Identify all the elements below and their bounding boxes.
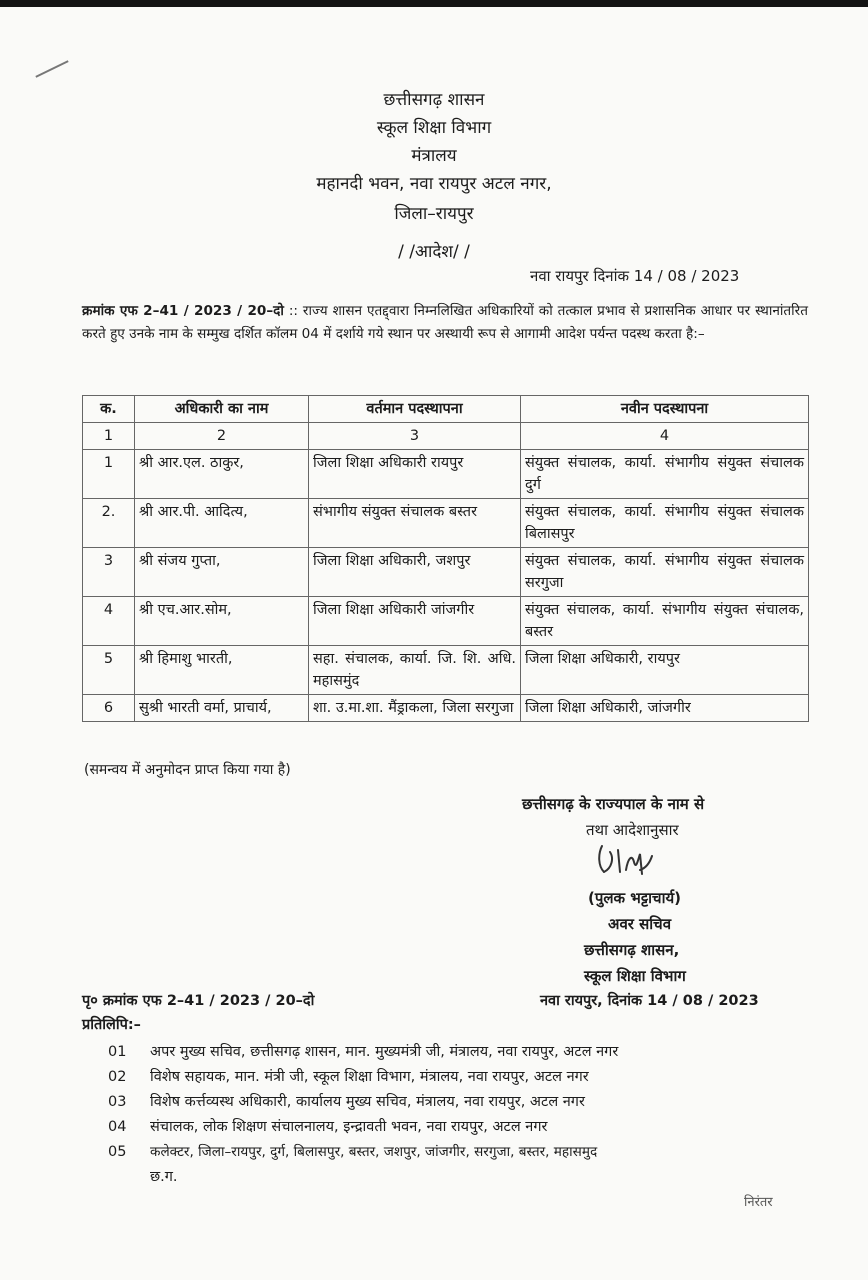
recipient-text: संचालक, लोक शिक्षण संचालनालय, इन्द्रावती भवन, नवा रायपुर, अटल नगर bbox=[150, 1119, 548, 1135]
col-num: 3 bbox=[309, 423, 521, 450]
row-sn: 6 bbox=[83, 695, 135, 722]
header-new: नवीन पदस्थापना bbox=[521, 396, 809, 423]
order-title: / /आदेश/ / bbox=[398, 242, 470, 262]
row-current: शा. उ.मा.शा. मैंड्राकला, जिला सरगुजा bbox=[309, 695, 521, 722]
header-ministry: मंत्रालय bbox=[411, 146, 457, 166]
row-new: संयुक्त संचालक, कार्या. संभागीय संयुक्त संचालक सरगुजा bbox=[521, 548, 809, 597]
col-num: 1 bbox=[83, 423, 135, 450]
header-name: अधिकारी का नाम bbox=[135, 396, 309, 423]
header-current: वर्तमान पदस्थापना bbox=[309, 396, 521, 423]
signatory-designation: अवर सचिव bbox=[608, 915, 672, 933]
recipient-text: कलेक्टर, जिला–रायपुर, दुर्ग, बिलासपुर, बस्तर, जशपुर, जांजगीर, सरगुजा, बस्तर, महासमुद bbox=[150, 1144, 598, 1160]
row-name: सुश्री भारती वर्मा, प्राचार्य, bbox=[135, 695, 309, 722]
header-district: जिला–रायपुर bbox=[394, 204, 474, 224]
col-num: 2 bbox=[135, 423, 309, 450]
row-new: जिला शिक्षा अधिकारी, रायपुर bbox=[521, 646, 809, 695]
header-sn: क. bbox=[83, 396, 135, 423]
row-current: सहा. संचालक, कार्या. जि. शि. अधि. महासमुंद bbox=[309, 646, 521, 695]
row-new: जिला शिक्षा अधिकारी, जांजगीर bbox=[521, 695, 809, 722]
coordination-note: (समन्वय में अनुमोदन प्राप्त किया गया है) bbox=[84, 762, 291, 778]
row-name: श्री हिमाशु भारती, bbox=[135, 646, 309, 695]
endorsement-date: नवा रायपुर, दिनांक 14 / 08 / 2023 bbox=[540, 993, 759, 1009]
row-sn: 5 bbox=[83, 646, 135, 695]
signatory-org-1: छत्तीसगढ़ शासन, bbox=[584, 941, 680, 959]
row-name: श्री आर.पी. आदित्य, bbox=[135, 499, 309, 548]
header-dept: स्कूल शिक्षा विभाग bbox=[376, 118, 492, 138]
header-address: महानदी भवन, नवा रायपुर अटल नगर, bbox=[316, 174, 552, 194]
recipient-num: 04 bbox=[108, 1119, 127, 1135]
row-name: श्री संजय गुप्ता, bbox=[135, 548, 309, 597]
handwritten-signature bbox=[592, 840, 662, 880]
recipient-num: 03 bbox=[108, 1094, 127, 1110]
top-edge-bar bbox=[0, 0, 868, 7]
table-header-row bbox=[83, 396, 809, 423]
table-row bbox=[83, 695, 809, 722]
signatory-name: (पुलक भट्टाचार्य) bbox=[588, 889, 682, 907]
col-num: 4 bbox=[521, 423, 809, 450]
table-row bbox=[83, 548, 809, 597]
recipient-num: 02 bbox=[108, 1069, 127, 1085]
row-name: श्री आर.एल. ठाकुर, bbox=[135, 450, 309, 499]
row-sn: 2. bbox=[83, 499, 135, 548]
sign-line-1: छत्तीसगढ़ के राज्यपाल के नाम से bbox=[522, 795, 705, 813]
sign-line-2: तथा आदेशानुसार bbox=[586, 821, 679, 839]
table-row bbox=[83, 597, 809, 646]
endorsement-number: पृ० क्रमांक एफ 2–41 / 2023 / 20–दो bbox=[82, 993, 315, 1009]
recipient-num: 05 bbox=[108, 1144, 127, 1160]
recipient-text: अपर मुख्य सचिव, छत्तीसगढ़ शासन, मान. मुख्यमंत्री जी, मंत्रालय, नवा रायपुर, अटल नगर bbox=[150, 1044, 619, 1060]
continued-mark: निरंतर bbox=[744, 1195, 773, 1210]
row-new: संयुक्त संचालक, कार्या. संभागीय संयुक्त संचालक, बस्तर bbox=[521, 597, 809, 646]
row-new: संयुक्त संचालक, कार्या. संभागीय संयुक्त संचालक बिलासपुर bbox=[521, 499, 809, 548]
copy-label: प्रतिलिपि:– bbox=[82, 1017, 141, 1033]
table-row bbox=[83, 450, 809, 499]
order-number: क्रमांक एफ 2–41 / 2023 / 20–दो bbox=[82, 303, 284, 319]
recipient-num: 01 bbox=[108, 1044, 127, 1060]
signatory-org-2: स्कूल शिक्षा विभाग bbox=[584, 967, 686, 985]
recipient-text: विशेष कर्त्तव्यस्थ अधिकारी, कार्यालय मुख्य सचिव, मंत्रालय, नवा रायपुर, अटल नगर bbox=[150, 1094, 585, 1110]
row-name: श्री एच.आर.सोम, bbox=[135, 597, 309, 646]
order-body: :: राज्य शासन एतद्द्वारा निम्नलिखित अधिकारियों को तत्काल प्रभाव से प्रशासनिक आधार पर स्थानांतरित करते हुए उनके नाम के सम्मुख दर्शित कॉलम 04 में दर्शाये गये स्थान पर अस्थायी रूप से आगामी आदेश पर्यन्त पदस्थ करता है:– bbox=[82, 303, 808, 342]
recipient-text-continued: छ.ग. bbox=[150, 1169, 178, 1185]
table-row bbox=[83, 499, 809, 548]
table-row bbox=[83, 646, 809, 695]
row-sn: 1 bbox=[83, 450, 135, 499]
header-govt: छत्तीसगढ़ शासन bbox=[383, 90, 485, 110]
row-current: जिला शिक्षा अधिकारी जांजगीर bbox=[309, 597, 521, 646]
order-paragraph bbox=[82, 300, 808, 346]
row-current: संभागीय संयुक्त संचालक बस्तर bbox=[309, 499, 521, 548]
pen-mark bbox=[35, 60, 68, 78]
column-number-row bbox=[83, 423, 809, 450]
row-sn: 3 bbox=[83, 548, 135, 597]
row-current: जिला शिक्षा अधिकारी रायपुर bbox=[309, 450, 521, 499]
row-new: संयुक्त संचालक, कार्या. संभागीय संयुक्त संचालक दुर्ग bbox=[521, 450, 809, 499]
row-sn: 4 bbox=[83, 597, 135, 646]
recipient-text: विशेष सहायक, मान. मंत्री जी, स्कूल शिक्षा विभाग, मंत्रालय, नवा रायपुर, अटल नगर bbox=[150, 1069, 589, 1085]
row-current: जिला शिक्षा अधिकारी, जशपुर bbox=[309, 548, 521, 597]
order-date: नवा रायपुर दिनांक 14 / 08 / 2023 bbox=[530, 267, 740, 285]
transfer-table bbox=[82, 395, 809, 722]
